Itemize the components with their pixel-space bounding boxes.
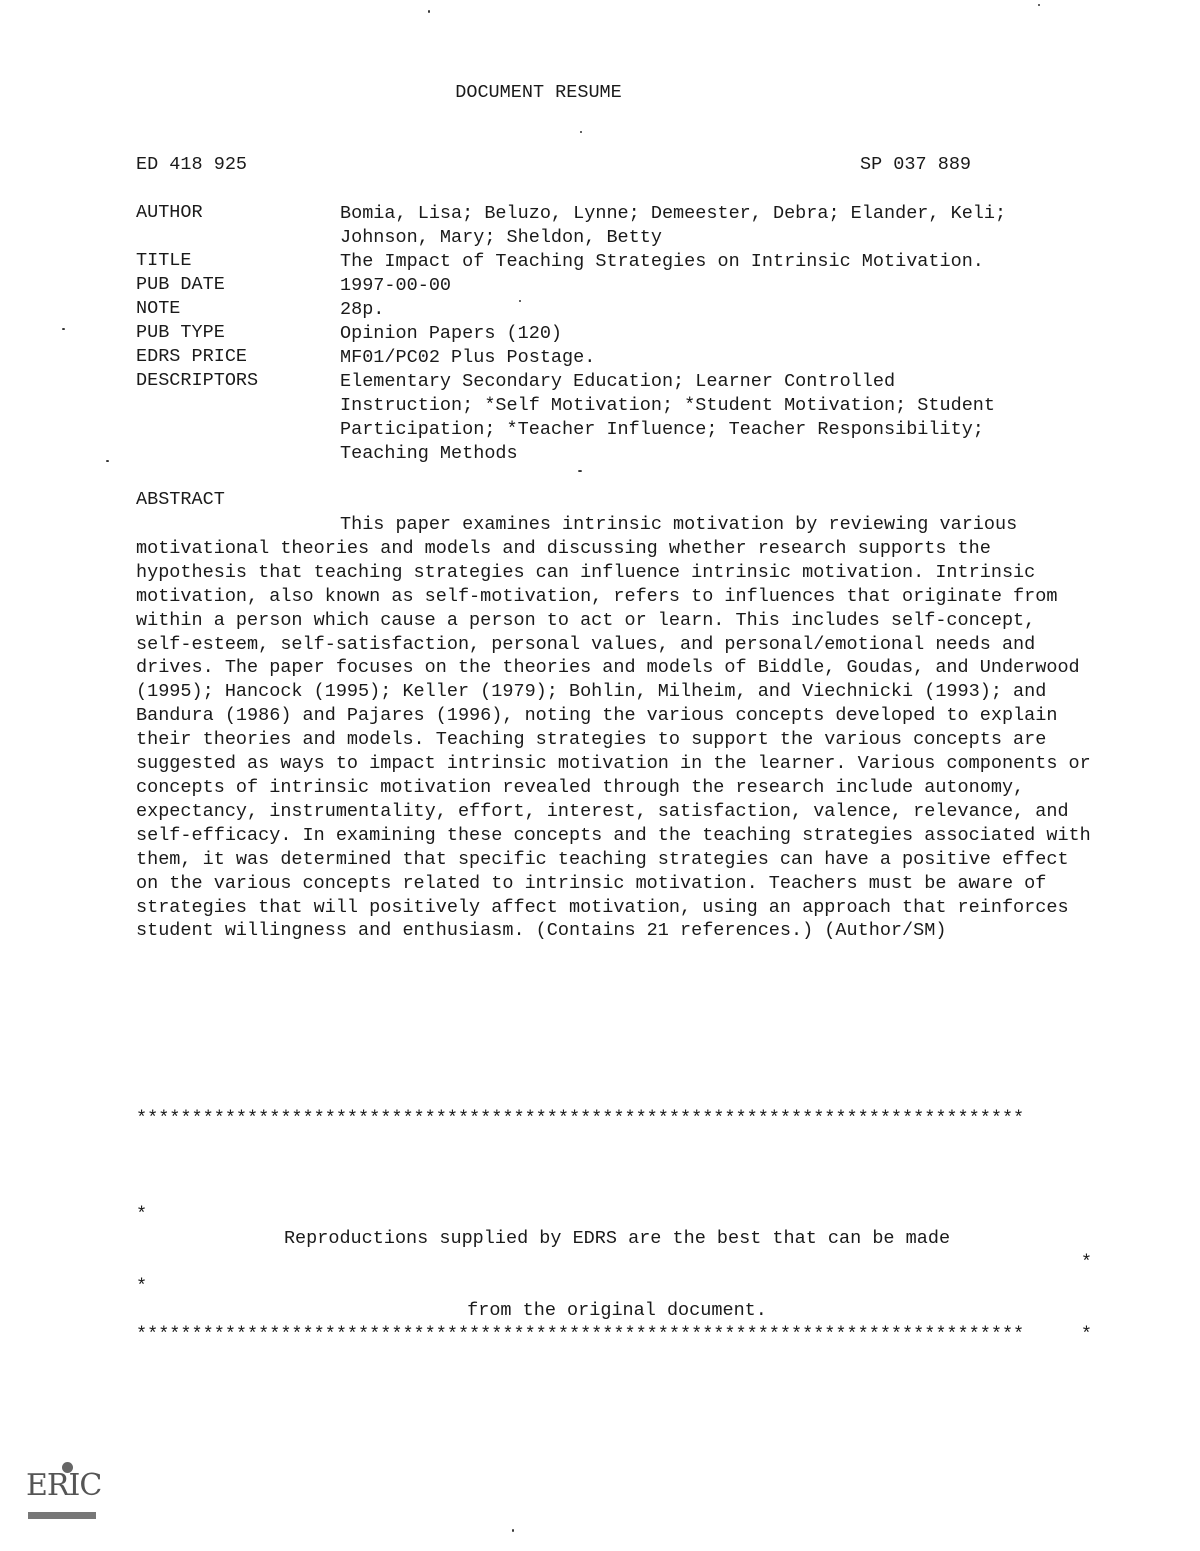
- scan-speck: [519, 300, 521, 302]
- field-label-descriptors: DESCRIPTORS: [136, 370, 259, 391]
- reproduction-notice: [136, 1059, 1098, 1371]
- scan-speck: [512, 1529, 514, 1532]
- field-label-edrs-price: EDRS PRICE: [136, 346, 248, 367]
- field-label-pub-type: PUB TYPE: [136, 322, 225, 343]
- field-label-author: AUTHOR: [136, 202, 203, 223]
- notice-border-top: ********************************************************************************: [136, 1108, 1025, 1129]
- field-value-title: The Impact of Teaching Strategies on Intrinsic Motivation.: [340, 251, 984, 272]
- eric-logo: [26, 1462, 100, 1524]
- field-value-descriptors: Elementary Secondary Education; Learner Controlled Instruction; *Self Motivation; *Student Motivation; Student Participation; *Teacher Influence; Teacher Responsibility; Teaching Methods: [340, 371, 996, 464]
- notice-border-bottom: ********************************************************************************: [136, 1324, 1025, 1345]
- sp-number: SP 037 889: [860, 154, 972, 175]
- notice-edge-star: *: [136, 1204, 148, 1225]
- notice-line-2: from the original document.: [467, 1300, 767, 1321]
- scan-speck: [1038, 4, 1040, 6]
- scan-speck: [428, 10, 430, 13]
- document-title: DOCUMENT RESUME: [455, 82, 622, 103]
- logo-bar: [28, 1512, 96, 1519]
- notice-edge-star: *: [1080, 1324, 1092, 1345]
- field-value-pub-date: 1997-00-00: [340, 275, 452, 296]
- scan-speck: [578, 470, 582, 472]
- scan-speck: [62, 328, 65, 330]
- logo-text: ERIC: [26, 1468, 102, 1503]
- field-label-title: TITLE: [136, 250, 192, 271]
- scan-speck: [580, 131, 582, 133]
- field-value-edrs-price: MF01/PC02 Plus Postage.: [340, 347, 596, 368]
- field-value-pub-type: Opinion Papers (120): [340, 323, 563, 344]
- field-value-author: Bomia, Lisa; Beluzo, Lynne; Demeester, Debra; Elander, Keli; Johnson, Mary; Sheldon, Betty: [340, 203, 1007, 248]
- field-label-note: NOTE: [136, 298, 181, 319]
- field-label-pub-date: PUB DATE: [136, 274, 225, 295]
- abstract-heading: ABSTRACT: [136, 489, 225, 510]
- notice-line-1: Reproductions supplied by EDRS are the best that can be made: [283, 1228, 951, 1249]
- scan-speck: [106, 460, 109, 462]
- field-value-note: 28p.: [340, 299, 385, 320]
- notice-edge-star: *: [1080, 1252, 1092, 1273]
- notice-edge-star: *: [136, 1276, 148, 1297]
- ed-number: ED 418 925: [136, 154, 248, 175]
- abstract-body: This paper examines intrinsic motivation by reviewing various motivational theories and models and discussing whether research supports the hypothesis that teaching strategies can influence intrinsic motivation. Intrinsic motivation, also known as self-motivation, refers to influences that originate from within a person which cause a person to act or learn. This includes self-concept, self-esteem, self-satisfaction, personal values, and personal/emotional needs and drives. The paper focuses on the theories and models of Biddle, Goudas, and Underwood (1995); Hancock (1995); Keller (1979); Bohlin, Milheim, and Viechnicki (1993); and Bandura (1986) and Pajares (1996), noting the various concepts developed to explain their theories and models. Teaching strategies to support the various concepts are suggested as ways to impact intrinsic motivation in the learner. Various components or concepts of intrinsic motivation revealed through the research include autonomy, expectancy, instrumentality, effort, interest, satisfaction, valence, relevance, and self-efficacy. In examining these concepts and the teaching strategies associated with them, it was determined that specific teaching strategies can have a positive effect on the various concepts related to intrinsic motivation. Teachers must be aware of strategies that will positively affect motivation, using an approach that reinforces student willingness and enthusiasm. (Contains 21 references.) (Author/SM): [136, 514, 1091, 942]
